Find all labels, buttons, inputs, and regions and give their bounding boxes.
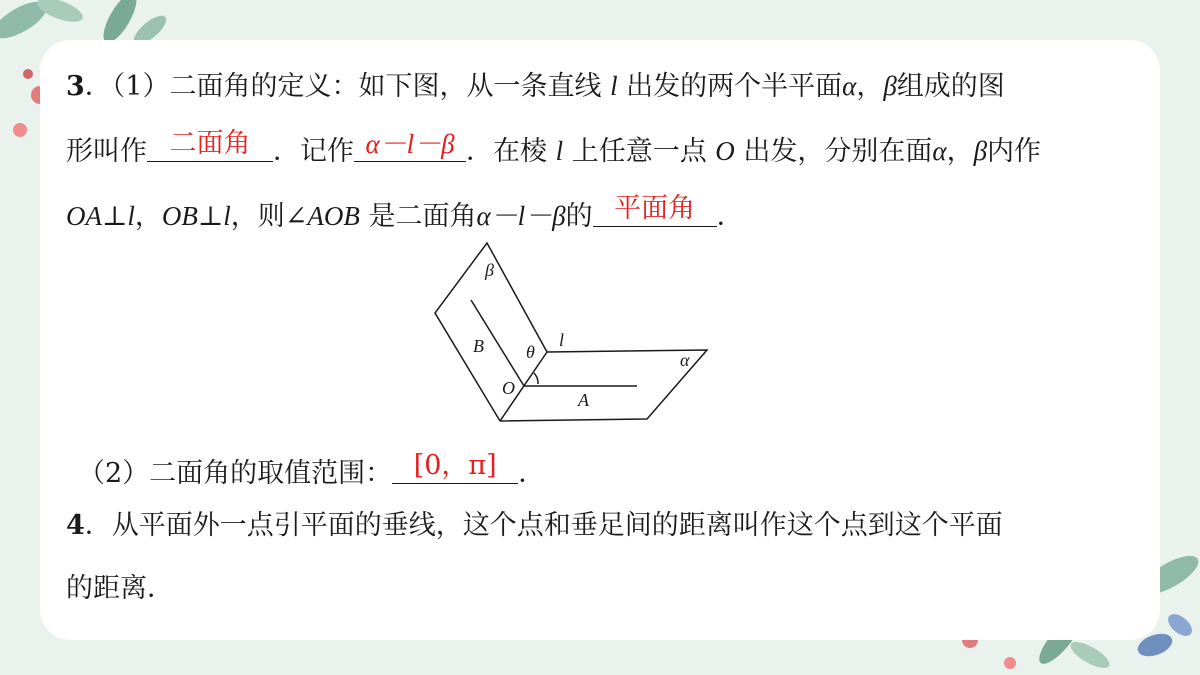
q3-line2-O: O xyxy=(715,136,735,166)
blank-value-range xyxy=(392,450,518,484)
q3-line-1 xyxy=(66,68,1005,105)
label-A: A xyxy=(578,390,589,410)
blank-dihedral-angle xyxy=(147,128,273,162)
q3-line2-text6: 内作 xyxy=(987,136,1042,167)
q3-line2-beta: β xyxy=(973,136,988,166)
q3-line-3 xyxy=(66,193,744,235)
q3-line2-text3: ．在棱 xyxy=(466,136,556,167)
q3-sub2-end: ． xyxy=(518,458,546,489)
q3-sub2-line xyxy=(78,450,546,492)
q3-line1-text: ．（1）二面角的定义：如下图，从一条直线 xyxy=(84,71,611,102)
label-l: l xyxy=(559,330,565,350)
q4-line-2 xyxy=(66,571,174,607)
answer-value-range: [0，π] xyxy=(413,450,497,481)
label-theta: θ xyxy=(526,342,535,362)
q3-line3-text: ，则∠ xyxy=(230,201,308,232)
dihedral-angle-figure xyxy=(425,235,725,425)
q3-line2-alpha: α xyxy=(932,136,947,166)
q3-line3-ob-perp: OB⊥l xyxy=(161,201,231,231)
label-B: B xyxy=(473,336,484,356)
q3-line3-text3: 的 xyxy=(565,201,593,232)
q3-line3-sep1: ， xyxy=(134,201,162,232)
q4-line1-text: ．从平面外一点引平面的垂线，这个点和垂足间的距离叫作这个点到这个平面 xyxy=(84,510,1003,541)
blank-notation xyxy=(354,131,466,162)
q3-line3-aob: AOB xyxy=(307,201,360,231)
q3-line2-text2: ．记作 xyxy=(273,136,354,167)
angle-theta-arc xyxy=(534,373,538,384)
answer-dihedral-angle: 二面角 xyxy=(169,128,251,159)
blank-plane-angle xyxy=(593,193,717,227)
answer-plane-angle: 平面角 xyxy=(614,193,696,224)
q3-line1-beta: β xyxy=(883,71,897,101)
q3-line1-sep: ， xyxy=(856,71,884,102)
answer-notation: α－l－β xyxy=(365,129,455,159)
q4-line2-text: 的距离． xyxy=(66,573,174,604)
q3-line2-text5: 出发，分别在面 xyxy=(734,136,933,167)
q3-line2-text4: 上任意一点 xyxy=(563,136,716,167)
q3-line2-text: 形叫作 xyxy=(66,136,147,167)
q3-line3-notation: α－l－β xyxy=(476,201,566,231)
q3-line1-text2: 出发的两个半平面 xyxy=(617,71,843,102)
q4-number: 4 xyxy=(66,510,85,541)
q3-line3-text2: 是二面角 xyxy=(359,201,477,232)
label-alpha: α xyxy=(680,350,690,370)
q3-line1-text3: 组成的图 xyxy=(896,71,1005,102)
q3-line2-sep: ， xyxy=(946,136,974,167)
q4-line-1 xyxy=(66,508,1003,544)
q3-sub2-text: （2）二面角的取值范围： xyxy=(78,458,393,489)
q3-line1-l: l xyxy=(610,71,618,101)
q3-line3-end: ． xyxy=(716,201,744,232)
q3-line2-l: l xyxy=(555,136,564,166)
label-O: O xyxy=(502,378,515,398)
q3-line1-alpha: α xyxy=(842,71,857,101)
q3-number: 3 xyxy=(66,71,85,102)
label-beta: β xyxy=(485,260,494,280)
q3-line-2 xyxy=(66,128,1042,170)
q3-line3-oa-perp: OA⊥l xyxy=(66,201,135,231)
